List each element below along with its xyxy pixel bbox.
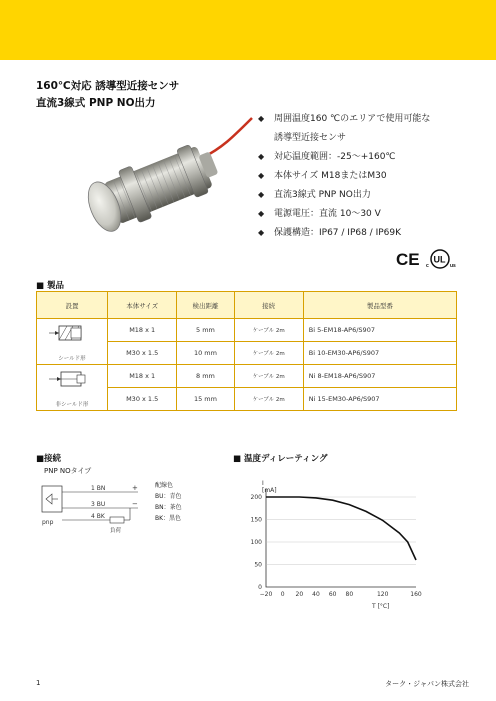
x-tick-label: 80 — [345, 591, 354, 598]
col-header-part-number: 製品型番 — [303, 292, 456, 319]
x-tick-label: 60 — [328, 591, 337, 598]
feature-text-continued: 誘導型近接センサ — [274, 133, 347, 143]
y-tick-label: 0 — [258, 584, 262, 591]
cell-distance: 15 mm — [177, 388, 234, 411]
feature-item — [256, 151, 491, 163]
svg-text:us: us — [450, 263, 456, 269]
svg-text:c: c — [426, 263, 429, 269]
page-title-line1: 160℃対応 誘導型近接センサ — [36, 80, 180, 92]
mounting-label: 非シールド形 — [55, 402, 89, 408]
feature-item — [256, 208, 491, 220]
product-table — [36, 291, 457, 411]
svg-text:負荷: 負荷 — [110, 528, 122, 534]
derating-heading: ■ 温度ディレーティング — [233, 454, 328, 464]
certification-logos — [396, 248, 486, 270]
col-header-connection: 接続 — [234, 292, 303, 319]
cell-connection: ケーブル 2m — [234, 365, 303, 388]
legend-title: 配線色 — [155, 482, 174, 489]
cell-part-number: Bi 10-EM30-AP6/S907 — [303, 342, 456, 365]
ce-mark-icon: CE — [396, 250, 420, 269]
load-resistor-icon — [110, 517, 124, 523]
diamond-bullet-icon: ◆ — [258, 209, 265, 218]
sensor-product-image — [52, 108, 257, 268]
chart-axes — [266, 489, 416, 587]
cell-size: M18 x 1 — [108, 319, 177, 342]
wiring-heading: ■接続 — [36, 454, 62, 464]
svg-text:+: + — [132, 484, 138, 492]
diamond-bullet-icon: ◆ — [258, 171, 265, 180]
derating-curve — [266, 497, 416, 560]
feature-list — [256, 113, 491, 246]
cell-distance: 5 mm — [177, 319, 234, 342]
cell-part-number: Ni 15-EM30-AP6/S907 — [303, 388, 456, 411]
cell-connection: ケーブル 2m — [234, 388, 303, 411]
x-tick-label: 40 — [312, 591, 320, 598]
feature-text: 本体サイズ M18またはM30 — [274, 171, 387, 181]
col-header-size: 本体サイズ — [108, 292, 177, 319]
cell-distance: 10 mm — [177, 342, 234, 365]
products-heading: ■ 製品 — [36, 281, 64, 291]
cell-size: M30 x 1.5 — [108, 342, 177, 365]
feature-text: 周囲温度160 ℃のエリアで使用可能な — [274, 114, 431, 124]
table-row — [37, 319, 457, 342]
cell-size: M18 x 1 — [108, 365, 177, 388]
feature-item — [256, 170, 491, 182]
y-tick-label: 100 — [250, 539, 262, 546]
svg-text:4 BK: 4 BK — [91, 513, 105, 520]
y-tick-label: 150 — [250, 516, 262, 524]
x-tick-label: 160 — [410, 591, 422, 598]
cell-size: M30 x 1.5 — [108, 388, 177, 411]
cell-distance: 8 mm — [177, 365, 234, 388]
feature-item — [256, 189, 491, 201]
cell-part-number: Ni 8-EM18-AP6/S907 — [303, 365, 456, 388]
svg-text:pnp: pnp — [42, 519, 54, 526]
feature-text: 直流3線式 PNP NO出力 — [274, 190, 371, 200]
svg-text:3 BU: 3 BU — [91, 501, 106, 508]
shielded-symbol-cell — [37, 319, 108, 365]
x-tick-label: −20 — [259, 591, 273, 598]
table-row — [37, 365, 457, 388]
cell-part-number: Bi 5-EM18-AP6/S907 — [303, 319, 456, 342]
svg-text:−: − — [132, 500, 138, 508]
cell-connection: ケーブル 2m — [234, 319, 303, 342]
col-header-distance: 検出距離 — [177, 292, 234, 319]
wiring-type: PNP NOタイプ — [44, 467, 92, 475]
company-name: ターク・ジャパン株式会社 — [385, 680, 469, 688]
legend-item: BN：茶色 — [155, 504, 182, 511]
page-title-line2: 直流3線式 PNP NO出力 — [36, 97, 156, 109]
feature-item — [256, 113, 491, 144]
y-axis-unit: [mA] — [262, 487, 277, 494]
svg-text:1 BN: 1 BN — [91, 485, 106, 492]
y-tick-label: 50 — [254, 561, 262, 569]
legend-item: BU：青色 — [155, 493, 182, 500]
cell-connection: ケーブル 2m — [234, 342, 303, 365]
x-tick-label: 120 — [376, 591, 389, 598]
diamond-bullet-icon: ◆ — [258, 190, 265, 199]
legend-item: BK：黒色 — [155, 515, 182, 522]
diamond-bullet-icon: ◆ — [258, 228, 265, 237]
diamond-bullet-icon: ◆ — [258, 152, 265, 161]
svg-text:UL: UL — [433, 254, 446, 265]
table-header-row — [37, 292, 457, 319]
derating-chart — [226, 470, 436, 620]
feature-text: 電源電圧：直流 10〜30 V — [274, 209, 381, 219]
wire-color-legend — [155, 480, 182, 524]
feature-item — [256, 227, 491, 239]
x-tick-label: 20 — [295, 591, 304, 598]
feature-text: 対応温度範囲：-25〜+160℃ — [274, 152, 396, 162]
x-axis-label: T [°C] — [372, 603, 390, 610]
x-tick-label: 0 — [280, 591, 285, 598]
y-axis-label: I — [262, 480, 264, 487]
page-number: 1 — [36, 679, 41, 687]
diamond-bullet-icon: ◆ — [258, 114, 265, 123]
feature-text: 保護構造：IP67 / IP68 / IP69K — [274, 228, 402, 238]
y-tick-label: 200 — [250, 494, 262, 501]
col-header-mounting: 設置 — [37, 292, 108, 319]
brand-top-bar — [0, 0, 496, 60]
mounting-label: シールド形 — [58, 356, 86, 362]
unshielded-symbol-cell — [37, 365, 108, 411]
